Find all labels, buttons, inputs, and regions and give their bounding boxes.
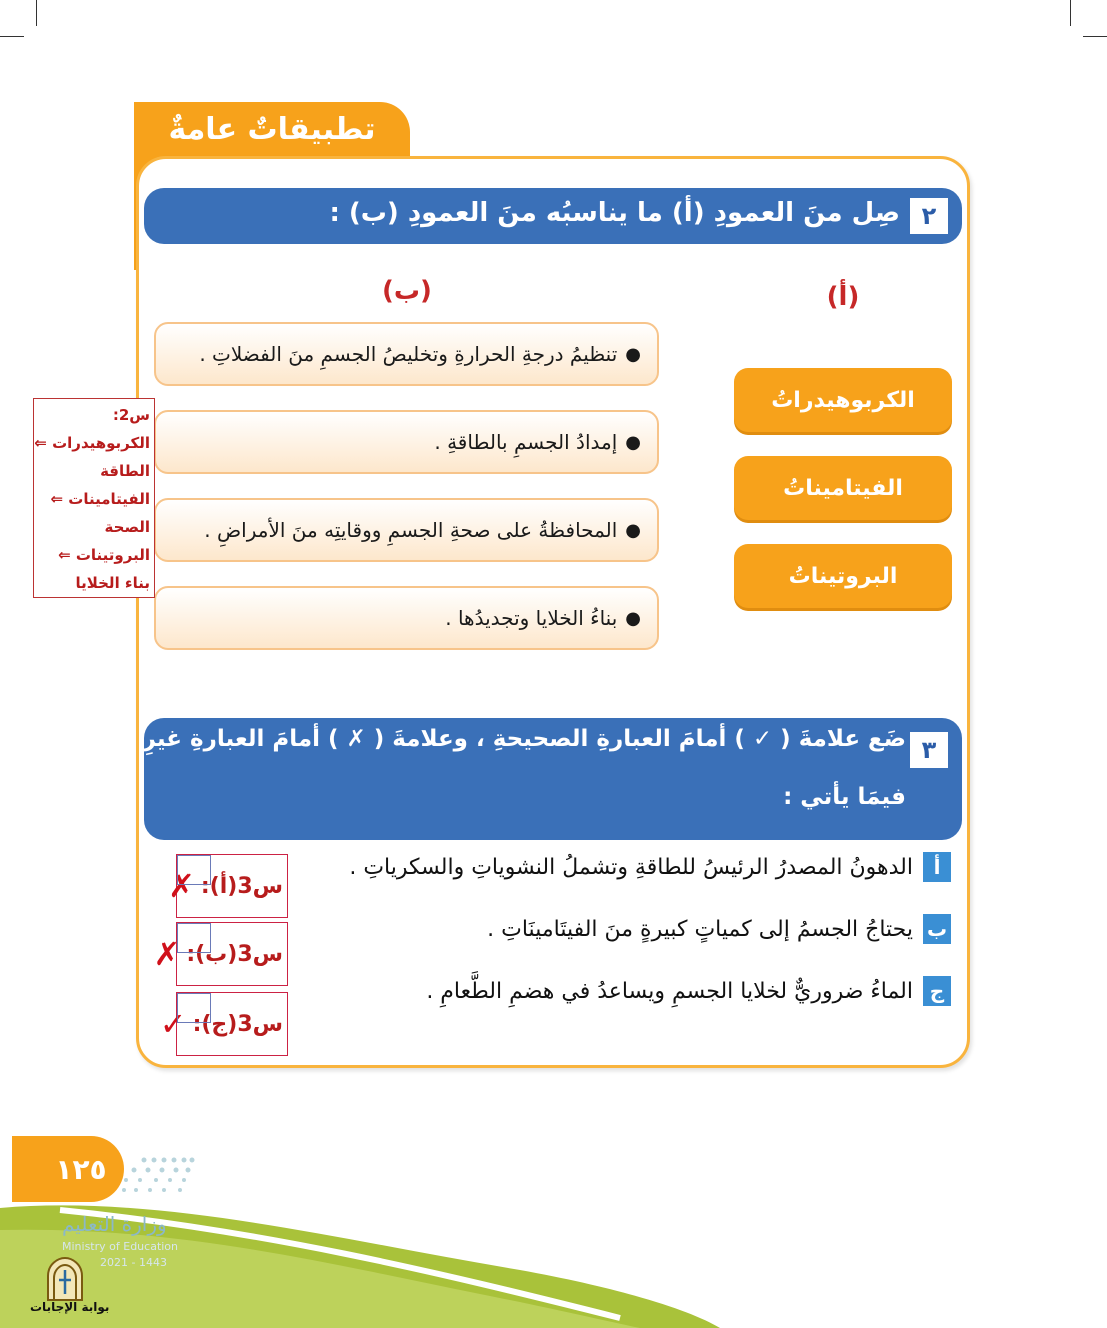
- page-number: ١٢٥: [55, 1152, 107, 1186]
- term-vitamins[interactable]: الفيتاميناتُ: [734, 456, 952, 520]
- answer-checkbox[interactable]: [177, 923, 211, 953]
- statement-text: إمدادُ الجسمِ بالطاقةِ .: [434, 430, 618, 454]
- note-title: س2:: [112, 406, 150, 424]
- item-text: الماءُ ضروريٌّ لخلايا الجسمِ ويساعدُ في هضمِ الطَّعامِ .: [426, 978, 913, 1004]
- q3-item-a: [349, 852, 951, 882]
- check-mark-icon: ✓: [159, 1005, 187, 1043]
- q3-answer-c: [159, 992, 288, 1056]
- q3-prompt-line1: ضَع علامةَ ( ✓ ) أمامَ العبارةِ الصحيحةِ ، وعلامةَ ( ✗ ) أمامَ العبارةِ غيرِ الصحيحةِ ،: [22, 726, 906, 752]
- answer-label: س3(ب):: [186, 941, 283, 967]
- note-line: البروتينات ⇐: [58, 546, 150, 564]
- note-line: الفيتامينات ⇐: [50, 490, 150, 508]
- ministry-name-arabic: وزارة التعليم: [62, 1212, 167, 1236]
- bullet-icon: ●: [625, 343, 641, 365]
- q3-item-c: [426, 976, 951, 1006]
- q3-prompt-line2: فيمَا يأتي :: [783, 784, 906, 810]
- portal-name: بوابة الإجابات: [30, 1300, 110, 1314]
- item-letter: ج: [923, 976, 951, 1006]
- statement-box[interactable]: [154, 498, 659, 562]
- item-text: يحتاجُ الجسمُ إلى كمياتٍ كبيرةٍ منَ الفيتَامينَاتِ .: [487, 916, 913, 942]
- crop-mark: [1083, 36, 1107, 37]
- note-line: الطاقة: [100, 462, 150, 480]
- dots-pattern-icon: [64, 1154, 196, 1198]
- bullet-icon: ●: [625, 519, 641, 541]
- item-letter: أ: [923, 852, 951, 882]
- note-line: الصحة: [104, 518, 150, 536]
- bullet-icon: ●: [625, 607, 641, 629]
- q3-header-bar: [22, 718, 962, 840]
- q2-header-bar: [144, 188, 962, 244]
- statement-text: المحافظةُ على صحةِ الجسمِ ووقايتِه منَ الأمراضِ .: [204, 518, 618, 542]
- q2-prompt: صِل منَ العمودِ (أ) ما يناسبُه منَ العمودِ (ب) :: [329, 198, 900, 228]
- column-a-header: (أ): [826, 282, 860, 312]
- q3-item-b: [487, 914, 951, 944]
- answer-label: س3(ج):: [192, 1011, 283, 1037]
- q3-answer-b: [153, 922, 288, 986]
- q3-answer-a: [168, 854, 288, 918]
- crop-mark: [1070, 0, 1071, 26]
- answer-checkbox[interactable]: [177, 993, 211, 1023]
- statement-text: بناءُ الخلايا وتجديدُها .: [445, 606, 618, 630]
- item-letter: ب: [923, 914, 951, 944]
- crop-mark: [0, 36, 24, 37]
- statement-box[interactable]: [154, 410, 659, 474]
- statement-box[interactable]: [154, 322, 659, 386]
- term-proteins[interactable]: البروتيناتُ: [734, 544, 952, 608]
- q3-number: ٣: [910, 732, 948, 768]
- crop-mark: [36, 0, 37, 26]
- section-title: تطبيقاتٌ عامةٌ: [168, 112, 376, 147]
- q2-answer-note: [33, 398, 155, 598]
- item-text: الدهونُ المصدرُ الرئيسُ للطاقةِ وتشملُ النشوياتِ والسكرياتِ .: [349, 854, 913, 880]
- statement-box[interactable]: [154, 586, 659, 650]
- note-line: بناء الخلايا: [75, 574, 150, 592]
- cross-mark-icon: ✗: [153, 935, 181, 973]
- term-carbohydrates[interactable]: الكربوهيدراتُ: [734, 368, 952, 432]
- statement-text: تنظيمُ درجةِ الحرارةِ وتخليصُ الجسمِ منَ الفضلاتِ .: [199, 342, 618, 366]
- q2-number: ٢: [910, 198, 948, 234]
- column-b-header: (ب): [382, 276, 432, 306]
- note-line: الكربوهيدرات ⇐: [34, 434, 150, 452]
- ministry-year: 2021 - 1443: [100, 1256, 167, 1269]
- ministry-name-english: Ministry of Education: [62, 1240, 179, 1253]
- cross-mark-icon: ✗: [168, 867, 195, 905]
- portal-logo-icon: [42, 1256, 88, 1302]
- answer-checkbox[interactable]: [177, 855, 211, 885]
- answer-label: س3(أ):: [200, 873, 283, 899]
- bullet-icon: ●: [625, 431, 641, 453]
